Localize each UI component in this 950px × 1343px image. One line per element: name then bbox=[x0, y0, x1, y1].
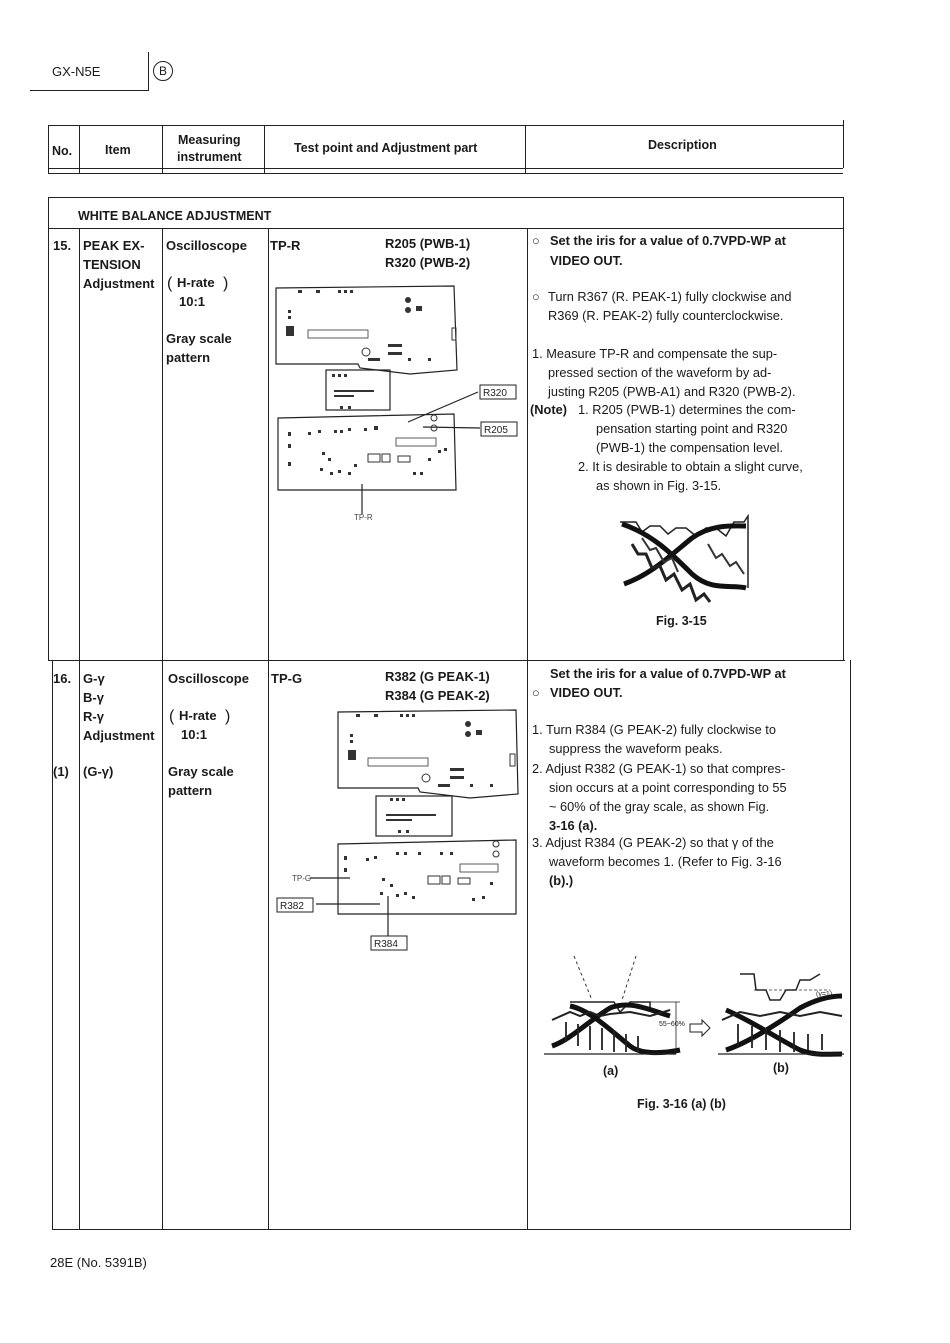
row16-hrate: H-rate bbox=[179, 708, 217, 723]
row15-desc-b2-1: Turn R367 (R. PEAK-1) fully clockwise and bbox=[548, 289, 792, 304]
fig-3-16b-waveform bbox=[718, 974, 844, 1054]
row16-desc-s2-3: ~ 60% of the gray scale, as shown Fig. bbox=[549, 799, 770, 814]
row16-sub-item: (G-γ) bbox=[83, 764, 114, 779]
row16-part-2: R384 (G PEAK-2) bbox=[385, 688, 490, 703]
fig-3-16-caption: Fig. 3-16 (a) (b) bbox=[637, 1097, 726, 1111]
row15-desc-b2-2: R369 (R. PEAK-2) fully counterclockwise. bbox=[548, 308, 784, 323]
fig-3-15-caption: Fig. 3-15 bbox=[656, 614, 707, 628]
row15-item-1: PEAK EX- bbox=[83, 238, 145, 253]
model-name: GX-N5E bbox=[52, 64, 101, 79]
row15-hrate: H-rate bbox=[177, 275, 215, 290]
badge-circle bbox=[153, 61, 173, 81]
header-description: Description bbox=[648, 138, 717, 152]
row16-part-1: R382 (G PEAK-1) bbox=[385, 669, 490, 684]
row15-desc-n1-2: pensation starting point and R320 bbox=[596, 421, 788, 436]
row16-desc-s2-2: sion occurs at a point corresponding to 55 bbox=[549, 780, 787, 795]
row15-pcb-diagram bbox=[268, 282, 526, 527]
row16-pcb-diagram bbox=[270, 706, 526, 956]
row16-label-r382: R382 bbox=[280, 901, 304, 912]
fig-3-16-pct: 55~60% bbox=[659, 1021, 685, 1028]
row16-item-1: G-γ bbox=[83, 671, 105, 686]
header-test-point: Test point and Adjustment part bbox=[294, 141, 478, 155]
row16-desc-b1-1: Set the iris for a value of 0.7VPD-WP at bbox=[550, 666, 786, 681]
row16-desc-b1-2: VIDEO OUT. bbox=[550, 685, 623, 700]
row15-pattern-1: Gray scale bbox=[166, 331, 232, 346]
row16-desc-s2-1: 2. Adjust R382 (G PEAK-1) so that compres- bbox=[532, 761, 786, 776]
row15-ratio: 10:1 bbox=[179, 294, 206, 309]
row15-part-1: R205 (PWB-1) bbox=[385, 236, 471, 251]
header-no: No. bbox=[52, 144, 73, 158]
row15-tp: TP-R bbox=[270, 238, 301, 253]
row16-tp: TP-G bbox=[271, 671, 303, 686]
row16-item-3: R-γ bbox=[83, 709, 104, 724]
row16-desc-s1-1: 1. Turn R384 (G PEAK-2) fully clockwise to bbox=[532, 722, 776, 737]
row16-item-2: B-γ bbox=[83, 690, 104, 705]
row15-paren-open: ( bbox=[167, 275, 173, 292]
header-instrument-2: instrument bbox=[177, 150, 242, 164]
header-divider bbox=[148, 52, 149, 91]
row16-no: 16. bbox=[53, 671, 72, 686]
row15-item-2: TENSION bbox=[83, 257, 141, 272]
header-rule bbox=[30, 90, 148, 91]
row16-label-r384: R384 bbox=[374, 939, 398, 950]
row15-note-label: (Note) bbox=[530, 402, 567, 417]
row16-ratio: 10:1 bbox=[181, 727, 208, 742]
row15-bullet-1: ○ bbox=[532, 233, 540, 248]
row16-desc-s2-4: 3-16 (a). bbox=[549, 818, 598, 833]
row15-no: 15. bbox=[53, 238, 72, 253]
row16-paren-open: ( bbox=[169, 708, 175, 725]
row16-bullet-1: ○ bbox=[532, 685, 540, 700]
row16-item-4: Adjustment bbox=[83, 728, 155, 743]
fig-3-16-arrow bbox=[690, 1020, 710, 1036]
row15-bullet-2: ○ bbox=[532, 289, 540, 304]
header-item: Item bbox=[105, 143, 131, 157]
fig-3-16a-waveform bbox=[544, 956, 680, 1054]
row15-part-2: R320 (PWB-2) bbox=[385, 255, 471, 270]
row16-desc-s1-2: suppress the waveform peaks. bbox=[549, 741, 723, 756]
row15-desc-b1-2: VIDEO OUT. bbox=[550, 253, 623, 268]
row15-label-tp: TP-R bbox=[354, 513, 373, 522]
row16-instrument: Oscilloscope bbox=[168, 671, 249, 686]
fig-3-16-label-a: (a) bbox=[603, 1064, 619, 1078]
row15-desc-s1-2: pressed section of the waveform by ad- bbox=[548, 365, 772, 380]
row15-item-3: Adjustment bbox=[83, 276, 155, 291]
fig-3-16-gamma: (γ=1) bbox=[816, 991, 833, 998]
row15-instrument: Oscilloscope bbox=[166, 238, 247, 253]
fig-3-15-waveform bbox=[612, 514, 758, 606]
row16-desc-s3-3: (b).) bbox=[549, 873, 574, 888]
badge-letter: B bbox=[158, 64, 167, 78]
row15-desc-n2-1: 2. It is desirable to obtain a slight curve, bbox=[578, 459, 803, 474]
page-footer: 28E (No. 5391B) bbox=[50, 1255, 147, 1270]
row15-label-r320: R320 bbox=[483, 388, 507, 399]
section-title: WHITE BALANCE ADJUSTMENT bbox=[78, 209, 272, 223]
row15-desc-s1-1: 1. Measure TP-R and compensate the sup- bbox=[532, 346, 778, 361]
row15-desc-b1-1: Set the iris for a value of 0.7VPD-WP at bbox=[550, 233, 786, 248]
row15-label-r205: R205 bbox=[484, 425, 508, 436]
row15-desc-n1-3: (PWB-1) the compensation level. bbox=[596, 440, 784, 455]
fig-3-16-waveforms bbox=[530, 950, 846, 1062]
row16-pattern-2: pattern bbox=[168, 783, 213, 798]
row16-desc-s3-1: 3. Adjust R384 (G PEAK-2) so that γ of the bbox=[532, 835, 774, 850]
row15-desc-n2-2: as shown in Fig. 3-15. bbox=[596, 478, 722, 493]
row16-label-tp: TP-G bbox=[292, 874, 312, 883]
fig-3-16-label-b: (b) bbox=[773, 1061, 789, 1075]
row16-desc-s3-2: waveform becomes 1. (Refer to Fig. 3-16 bbox=[549, 854, 782, 869]
row16-pattern-1: Gray scale bbox=[168, 764, 234, 779]
header-instrument-1: Measuring bbox=[178, 133, 241, 147]
row15-desc-s1-3: justing R205 (PWB-A1) and R320 (PWB-2). bbox=[548, 384, 796, 399]
row16-sub-no: (1) bbox=[53, 764, 69, 779]
row16-paren-close: ) bbox=[225, 708, 231, 725]
row15-desc-n1-1: 1. R205 (PWB-1) determines the com- bbox=[578, 402, 796, 417]
row15-pattern-2: pattern bbox=[166, 350, 211, 365]
row15-paren-close: ) bbox=[223, 275, 229, 292]
